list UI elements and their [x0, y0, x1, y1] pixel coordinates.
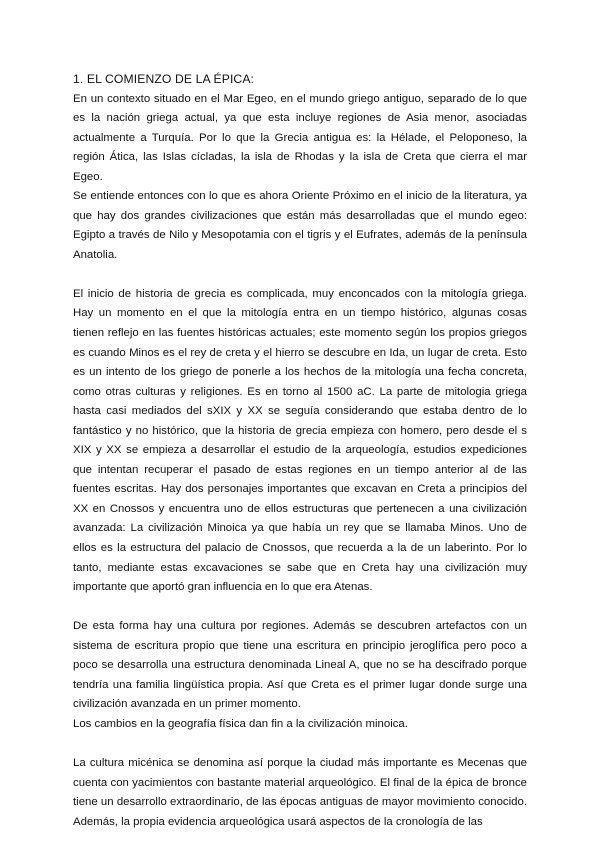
- paragraph: La cultura micénica se denomina así porque la ciudad más importante es Mecenas que cuenta con yacimientos con bastante material arqueológico. El final de la épica de bronce tiene un desarrollo extraordinario, de las épocas antiguas de mayor movimiento conocido. Además, la propia evidencia arqueológica usará aspectos de la cronología de las: [73, 756, 527, 828]
- paragraph-spacer: [73, 734, 527, 754]
- paragraph: El inicio de historia de grecia es complicada, muy enconcados con la mitología griega. Hay un momento en el que la mitología entra en un tiempo histórico, algunas cosas tienen reflejo en las fuentes históricas actuales; este momento según los propios griegos es cuando Minos es el rey de creta y el hierro se descubre en Ida, un lugar de creta. Esto es un intento de los griego de ponerle a los hechos de la mitología una fecha concreta, como otras culturas y religiones. Es en torno al 1500 aC. La parte de mitologia griega hasta casi mediados del sXIX y XX se seguía considerando que estaba dentro de lo fantástico y no histórico, que la historia de grecia empieza con homero, pero desde el s XIX y XX se empieza a desarrollar el estudio de la arqueología, estudios expediciones que intentan recuperar el pasado de estas regiones en un tiempo anterior al de las fuentes escritas. Hay dos personajes importantes que excavan en Creta a principios del XX en Cnossos y encuentra uno de ellos estructuras que pertenecen a una civilización avanzada: La civilización Minoica ya que había un rey que se llamaba Minos. Uno de ellos es la estructura del palacio de Cnossos, que recuerda a la de un laberinto. Por lo tanto, mediante estas excavaciones se sabe que en Creta hay una civilización muy importante que aportó gran influencia en lo que era Atenas.: [73, 287, 527, 594]
- paragraph-spacer: [73, 265, 527, 285]
- paragraph: Los cambios en la geografía física dan fin a la civilización minoica.: [73, 717, 408, 730]
- paragraph: Se entiende entonces con lo que es ahora Oriente Próximo en el inicio de la literatura, ya que hay dos grandes civilizaciones que están más desarrolladas que el mundo egeo: Egipto a través de Nilo y Mesopotamia con el tigris y el Eufrates, además de la península Anatolia.: [73, 190, 527, 261]
- paragraph: En un contexto situado en el Mar Egeo, en el mundo griego antiguo, separado de lo que es la nación griega actual, ya que esta incluye regiones de Asia menor, asociadas actualmente a Turquía. Por lo que la Grecia antigua es: la Hélade, el Peloponeso, la región Ática, las Islas cícladas, la isla de Rhodas y la isla de Creta que cierra el mar Egeo.: [73, 92, 527, 183]
- paragraph-spacer: [73, 598, 527, 618]
- section-heading: 1. EL COMIENZO DE LA ÉPICA:: [73, 72, 255, 86]
- paragraph: De esta forma hay una cultura por regiones. Además se descubren artefactos con un sistema de escritura propio que tiene una escritura en principio jeroglífica pero poco a poco se desarrolla una estructura denominada Lineal A, que no se ha descifrado porque tendría una familia lingüística propia. Así que Creta es el primer lugar donde surge una civilización avanzada en un primer momento.: [73, 620, 527, 711]
